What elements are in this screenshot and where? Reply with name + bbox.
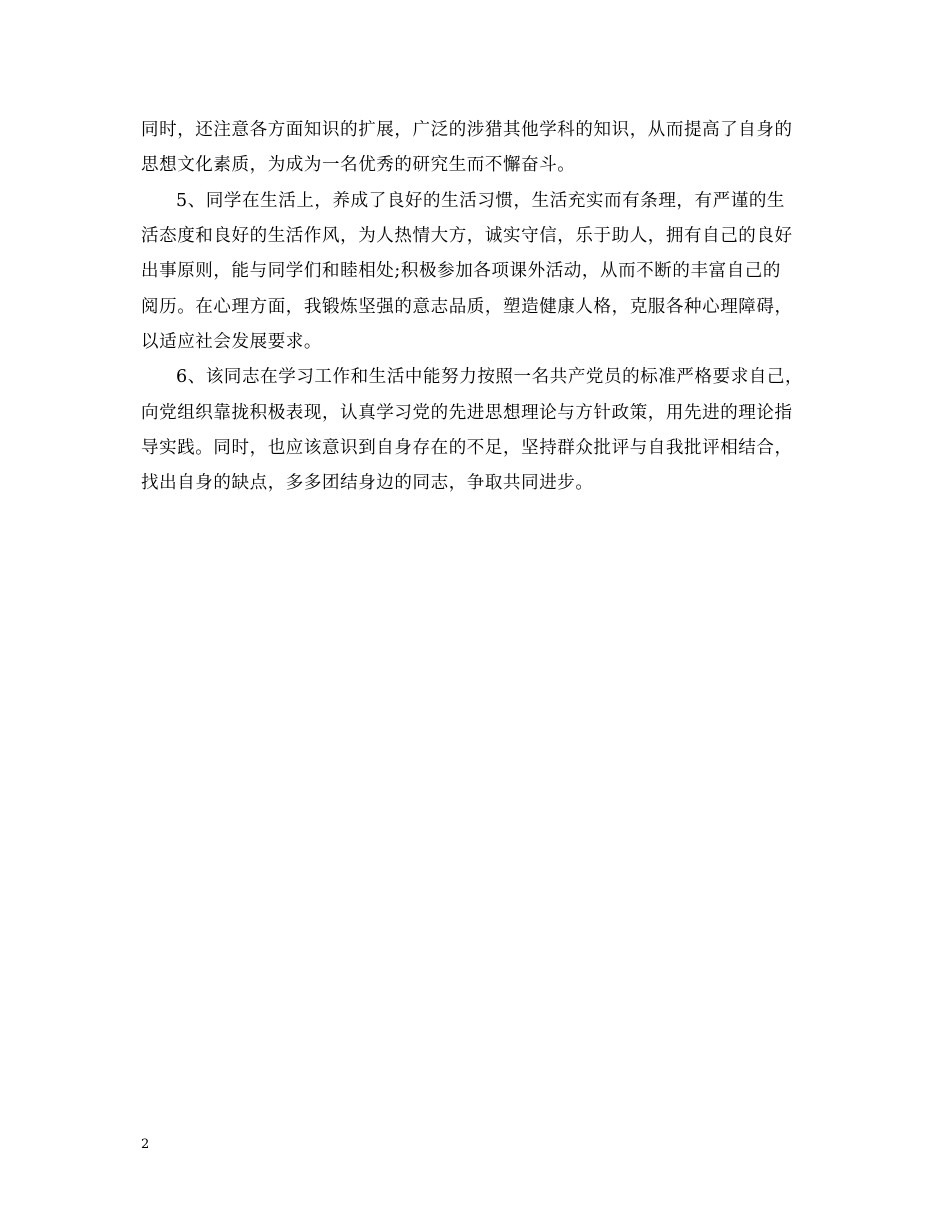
text-line: 找出自身的缺点，多多团结身边的同志，争取共同进步。	[141, 473, 594, 493]
paragraph-5-first-line: 5、同学在生活上，养成了良好的生活习惯，生活充实而有条理，有严谨的生	[176, 191, 786, 211]
text-line: 同时，还注意各方面知识的扩展，广泛的涉猎其他学科的知识，从而提高了自身的	[141, 120, 793, 140]
text-line: 出事原则，能与同学们和睦相处;积极参加各项课外活动，从而不断的丰富自己的	[141, 261, 781, 281]
text-line: 思想文化素质，为成为一名优秀的研究生而不懈奋斗。	[141, 155, 576, 175]
text-line: 向党组织靠拢积极表现，认真学习党的先进思想理论与方针政策，用先进的理论指	[141, 403, 793, 423]
text-line: 导实践。同时，也应该意识到自身存在的不足，坚持群众批评与自我批评相结合，	[141, 438, 793, 458]
page-number: 2	[141, 1137, 150, 1152]
paragraph-6-first-line: 6、该同志在学习工作和生活中能努力按照一名共产党员的标准严格要求自己，	[176, 367, 804, 387]
text-line: 以适应社会发展要求。	[141, 332, 322, 352]
text-line: 活态度和良好的生活作风，为人热情大方，诚实守信，乐于助人，拥有自己的良好	[141, 226, 793, 246]
text-line: 阅历。在心理方面，我锻炼坚强的意志品质，塑造健康人格，克服各种心理障碍，	[141, 297, 793, 317]
